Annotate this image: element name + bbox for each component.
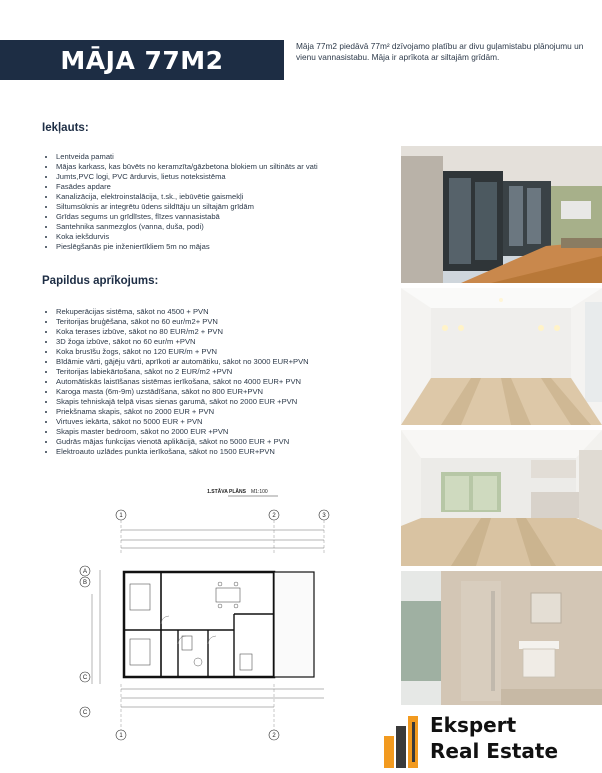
- axis-number-bottom-2: 2: [272, 733, 276, 739]
- axis-letter-left-a: A: [82, 569, 88, 575]
- list-item: • Mājas karkass, kas būvēts no keramzīta/gāzbetona blokiem un siltināts ar vati: [56, 162, 318, 172]
- list-item: • Koka iekšdurvis: [56, 232, 318, 242]
- page-title: MĀJA 77M2: [60, 45, 224, 75]
- list-item: • Lentveida pamati: [56, 152, 318, 162]
- list-item: • Automātiskās laistīšanas sistēmas ierīkošana, sākot no 4000 EUR+ PVN: [56, 377, 309, 387]
- axis-letter-left-b: B: [82, 580, 88, 586]
- list-item: • Skapis tehniskajā telpā visas sienas garumā, sākot no 2000 EUR +PVN: [56, 397, 309, 407]
- list-item: • Skapis master bedroom, sākot no 2000 EUR +PVN: [56, 427, 309, 437]
- list-item: • Koka terases izbūve, sākot no 80 EUR/m2 + PVN: [56, 327, 309, 337]
- included-list: [44, 152, 318, 252]
- logo-text: [430, 712, 558, 764]
- floor-plan-scale: M1:100: [251, 489, 268, 495]
- list-item: • Santehnika sanmezglos (vanna, duša, podi): [56, 222, 318, 232]
- terrace-photo: [401, 146, 602, 283]
- living-room-photo: [401, 288, 602, 425]
- extras-list: [44, 307, 309, 457]
- list-item: • Gudrās mājas funkcijas vienotā aplikācijā, sākot no 5000 EUR + PVN: [56, 437, 309, 447]
- axis-letter-left-c: C: [82, 675, 88, 681]
- axis-letter-bottom-c: C: [82, 710, 88, 716]
- list-item: • Virtuves iekārta, sākot no 5000 EUR + PVN: [56, 417, 309, 427]
- title-bar: [0, 40, 284, 80]
- list-item: • Bīdāmie vārti, gājēju vārti, aprīkoti ar automātiku, sākot no 3000 EUR+PVN: [56, 357, 309, 367]
- list-item: • Siltumsūknis ar integrētu ūdens sildītāju un siltajām grīdām: [56, 202, 318, 212]
- list-item: • Koka brusīšu žogs, sākot no 120 EUR/m + PVN: [56, 347, 309, 357]
- axis-number-top-1: 1: [119, 513, 123, 519]
- list-item: • 3D žoga izbūve, sākot no 60 eur/m +PVN: [56, 337, 309, 347]
- list-item: • Elektroauto uzlādes punkta ierīkošana, sākot no 1500 EUR+PVN: [56, 447, 309, 457]
- list-item: • Rekuperācijas sistēma, sākot no 4500 + PVN: [56, 307, 309, 317]
- list-item: • Kanalizācija, elektroinstalācija, t.sk., iebūvētie gaismekļi: [56, 192, 318, 202]
- kitchen-photo: [401, 430, 602, 566]
- list-item: • Priekšnama skapis, sākot no 2000 EUR + PVN: [56, 407, 309, 417]
- extras-heading: Papildus aprīkojums:: [42, 275, 159, 287]
- logo-line-2: Real Estate: [430, 739, 559, 763]
- logo-line-1: Ekspert: [430, 713, 517, 737]
- list-item: • Pieslēgšanās pie inženiertīkliem 5m no mājas: [56, 242, 318, 252]
- floor-plan-title: 1.STĀVA PLĀNS: [207, 489, 246, 495]
- axis-number-top-3: 3: [322, 513, 326, 519]
- list-item: • Teritorijas bruģēšana, sākot no 60 eur/m2+ PVN: [56, 317, 309, 327]
- included-heading: Iekļauts:: [42, 122, 89, 134]
- list-item: • Karoga masta (6m-9m) uzstādīšana, sākot no 800 EUR+PVN: [56, 387, 309, 397]
- axis-number-bottom-1: 1: [119, 733, 123, 739]
- floor-plan: [78, 484, 338, 746]
- list-item: • Fasādes apdare: [56, 182, 318, 192]
- list-item: • Grīdas segums un grīdlīstes, flīzes vannasistabā: [56, 212, 318, 222]
- bathroom-photo: [401, 571, 602, 705]
- intro-text: Māja 77m2 piedāvā 77m² dzīvojamo platību ar divu guļamistabu plānojumu un vienu vannasistabu. Māja ir aprīkota ar siltajām grīdām.: [296, 41, 584, 62]
- list-item: • Teritorijas labiekārtošana, sākot no 2 EUR/m2 +PVN: [56, 367, 309, 377]
- axis-number-top-2: 2: [272, 513, 276, 519]
- list-item: • Jumts,PVC logi, PVC ārdurvis, lietus noteksistēma: [56, 172, 318, 182]
